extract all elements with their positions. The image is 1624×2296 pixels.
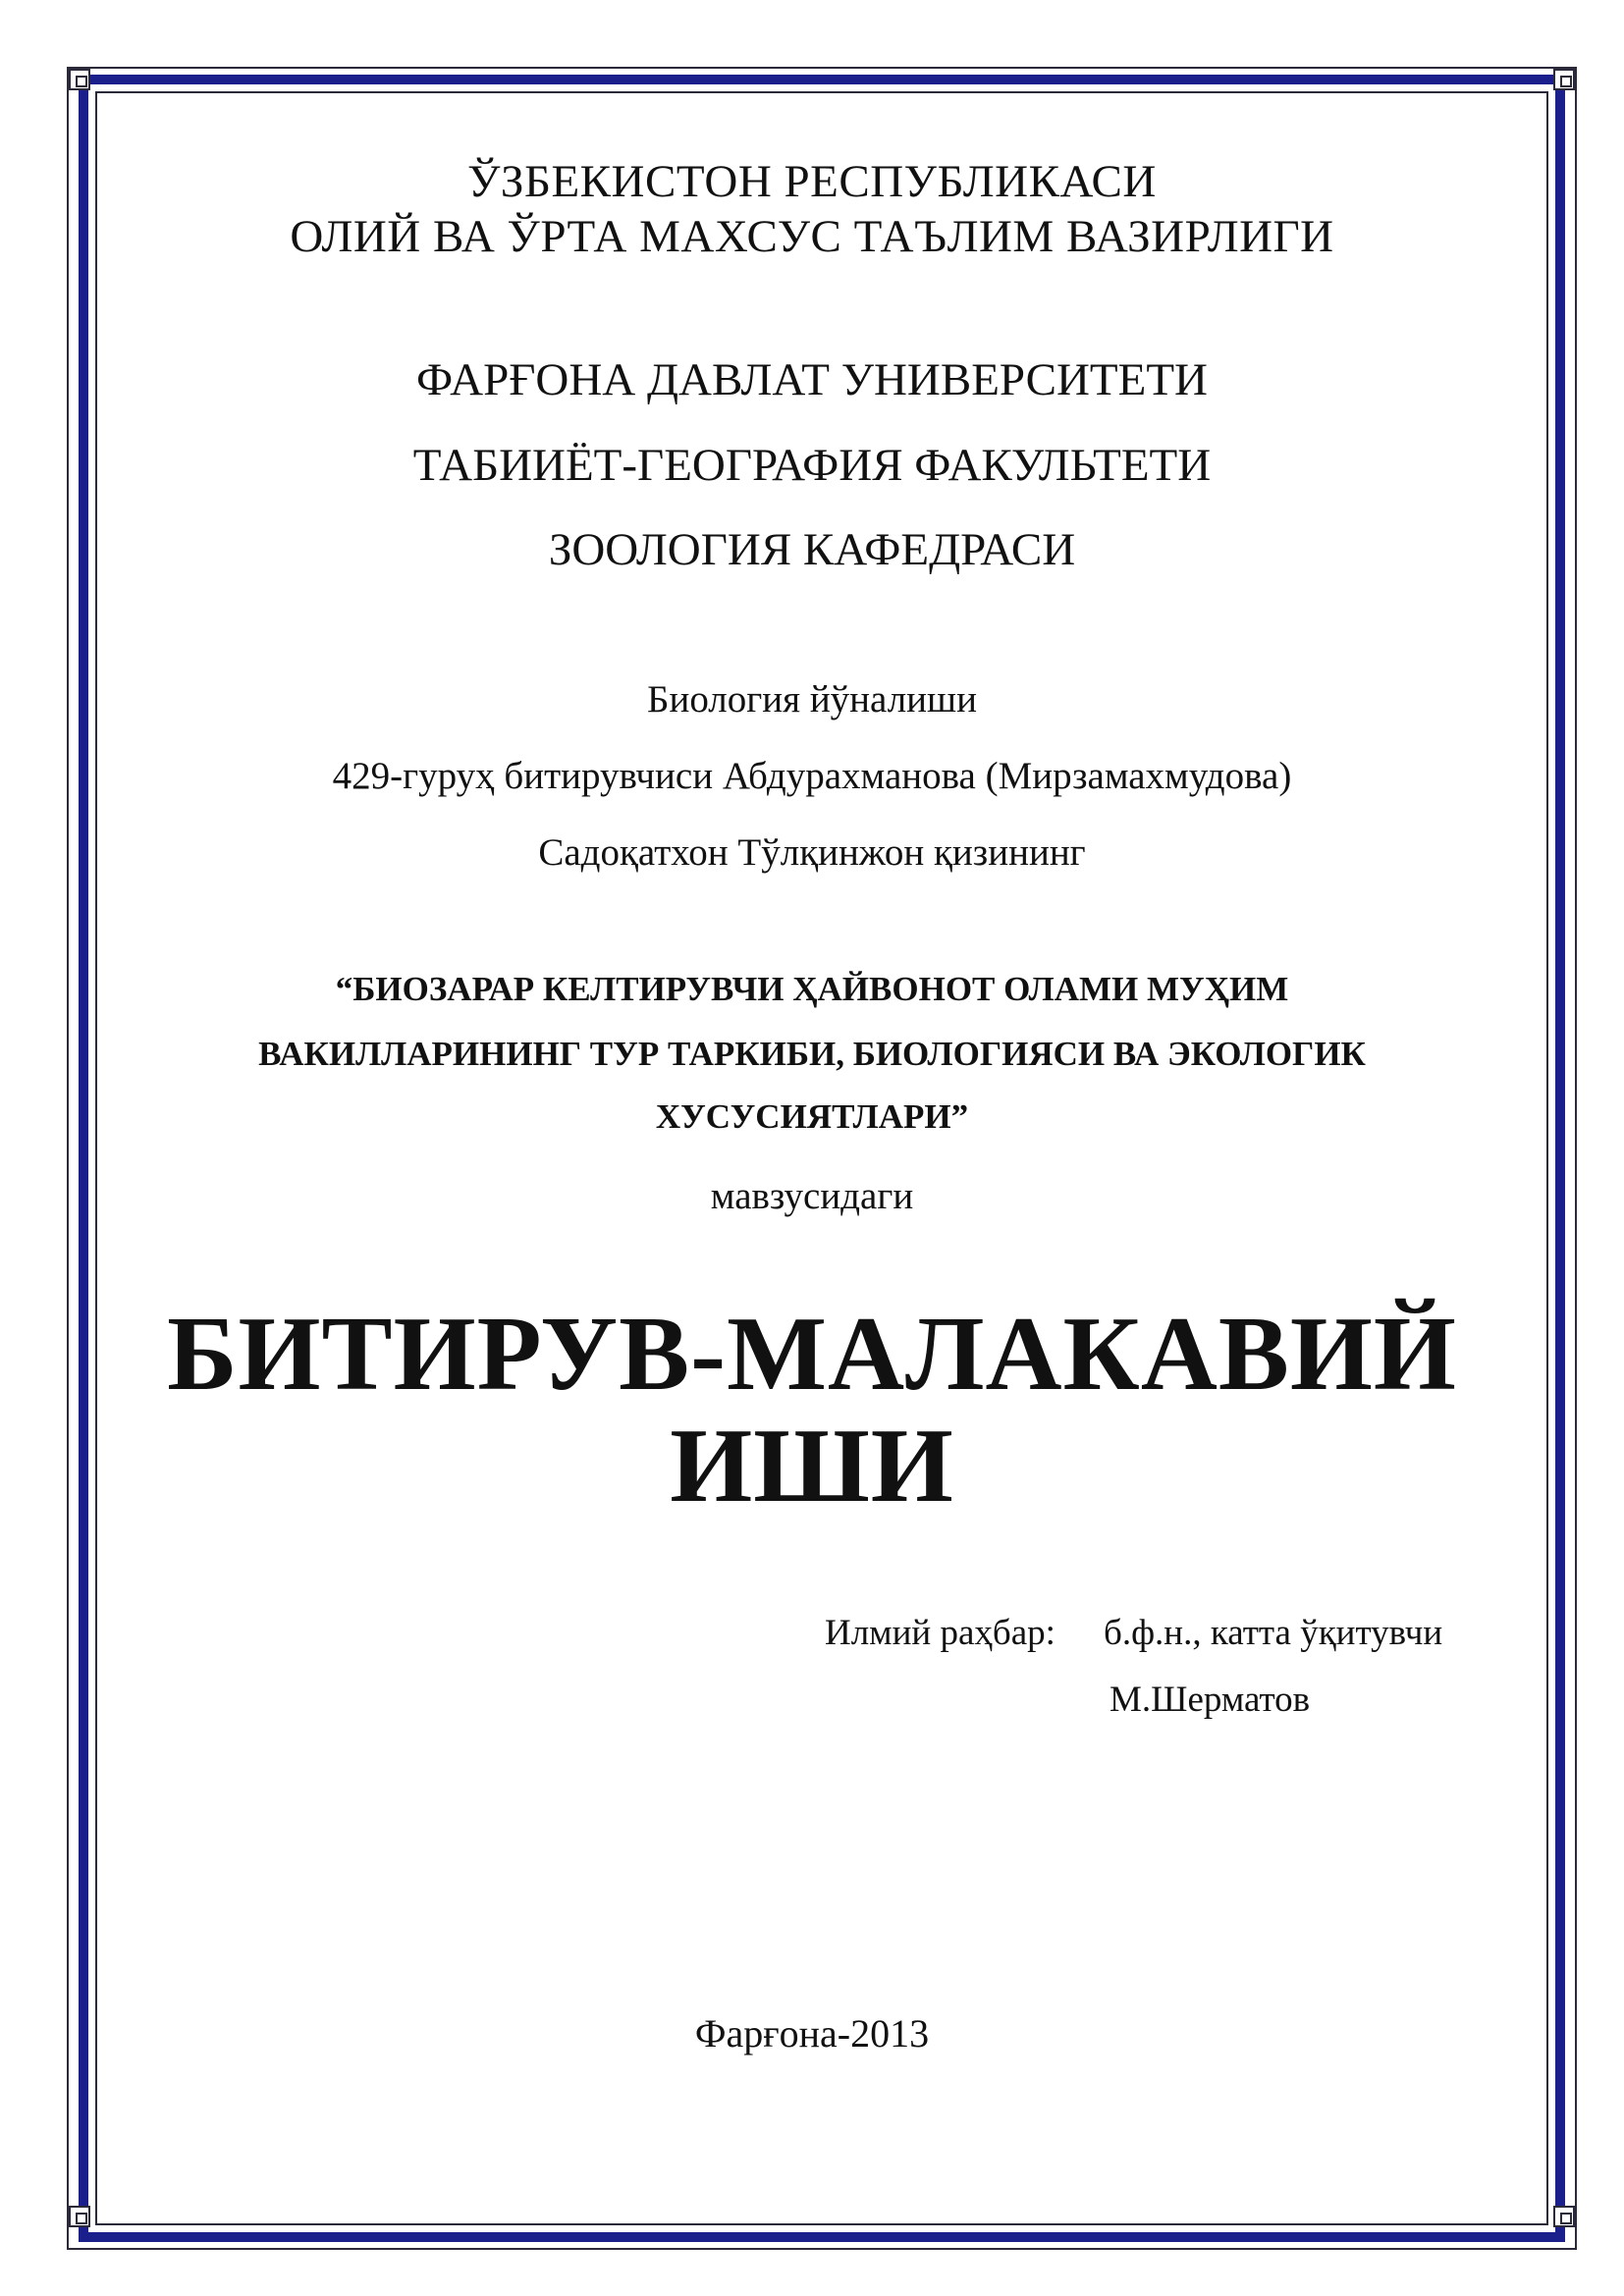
theme-line-1: “БИОЗАРАР КЕЛТИРУВЧИ ҲАЙВОНОТ ОЛАМИ МУҲИМ: [335, 970, 1289, 1008]
city-year: Фарғона-2013: [694, 2011, 930, 2056]
supervisor-name: М.Шерматов: [1110, 1680, 1311, 1720]
theme-line-2: ВАКИЛЛАРИНИНГ ТУР ТАРКИБИ, БИОЛОГИЯСИ ВА ЭКОЛОГИК: [258, 1035, 1366, 1073]
work-title-line-2: ИШИ: [670, 1408, 954, 1524]
work-title-line-1: БИТИРУВ-МАЛАКАВИЙ: [167, 1296, 1457, 1413]
theme-suffix: мавзусидаги: [710, 1175, 914, 1217]
corner-ornament-top-left: [69, 69, 90, 90]
supervisor-degree: б.ф.н., катта ўқитувчи: [1104, 1613, 1443, 1653]
student-group-line: 429-гуруҳ битирувчиси Абдурахманова (Мирзамахмудова): [332, 755, 1292, 797]
study-direction: Биология йўналиши: [647, 678, 977, 721]
student-name-line: Садоқатхон Тўлқинжон қизининг: [538, 831, 1086, 874]
faculty-name: ТАБИИЁТ-ГЕОГРАФИЯ ФАКУЛЬТЕТИ: [412, 440, 1212, 491]
theme-line-3: ХУСУСИЯТЛАРИ”: [655, 1097, 969, 1136]
corner-ornament-bottom-right: [1553, 2206, 1575, 2227]
supervisor-label: Илмий раҳбар:: [825, 1613, 1056, 1653]
ministry-heading: ОЛИЙ ВА ЎРТА МАХСУС ТАЪЛИМ ВАЗИРЛИГИ: [290, 211, 1334, 262]
corner-ornament-top-right: [1553, 69, 1575, 90]
page-border-inner: [95, 91, 1548, 2225]
republic-heading: ЎЗБЕКИСТОН РЕСПУБЛИКАСИ: [467, 156, 1157, 207]
corner-ornament-bottom-left: [69, 2206, 90, 2227]
department-name: ЗООЛОГИЯ КАФЕДРАСИ: [548, 524, 1076, 575]
university-name: ФАРҒОНА ДАВЛАТ УНИВЕРСИТЕТИ: [416, 354, 1208, 405]
